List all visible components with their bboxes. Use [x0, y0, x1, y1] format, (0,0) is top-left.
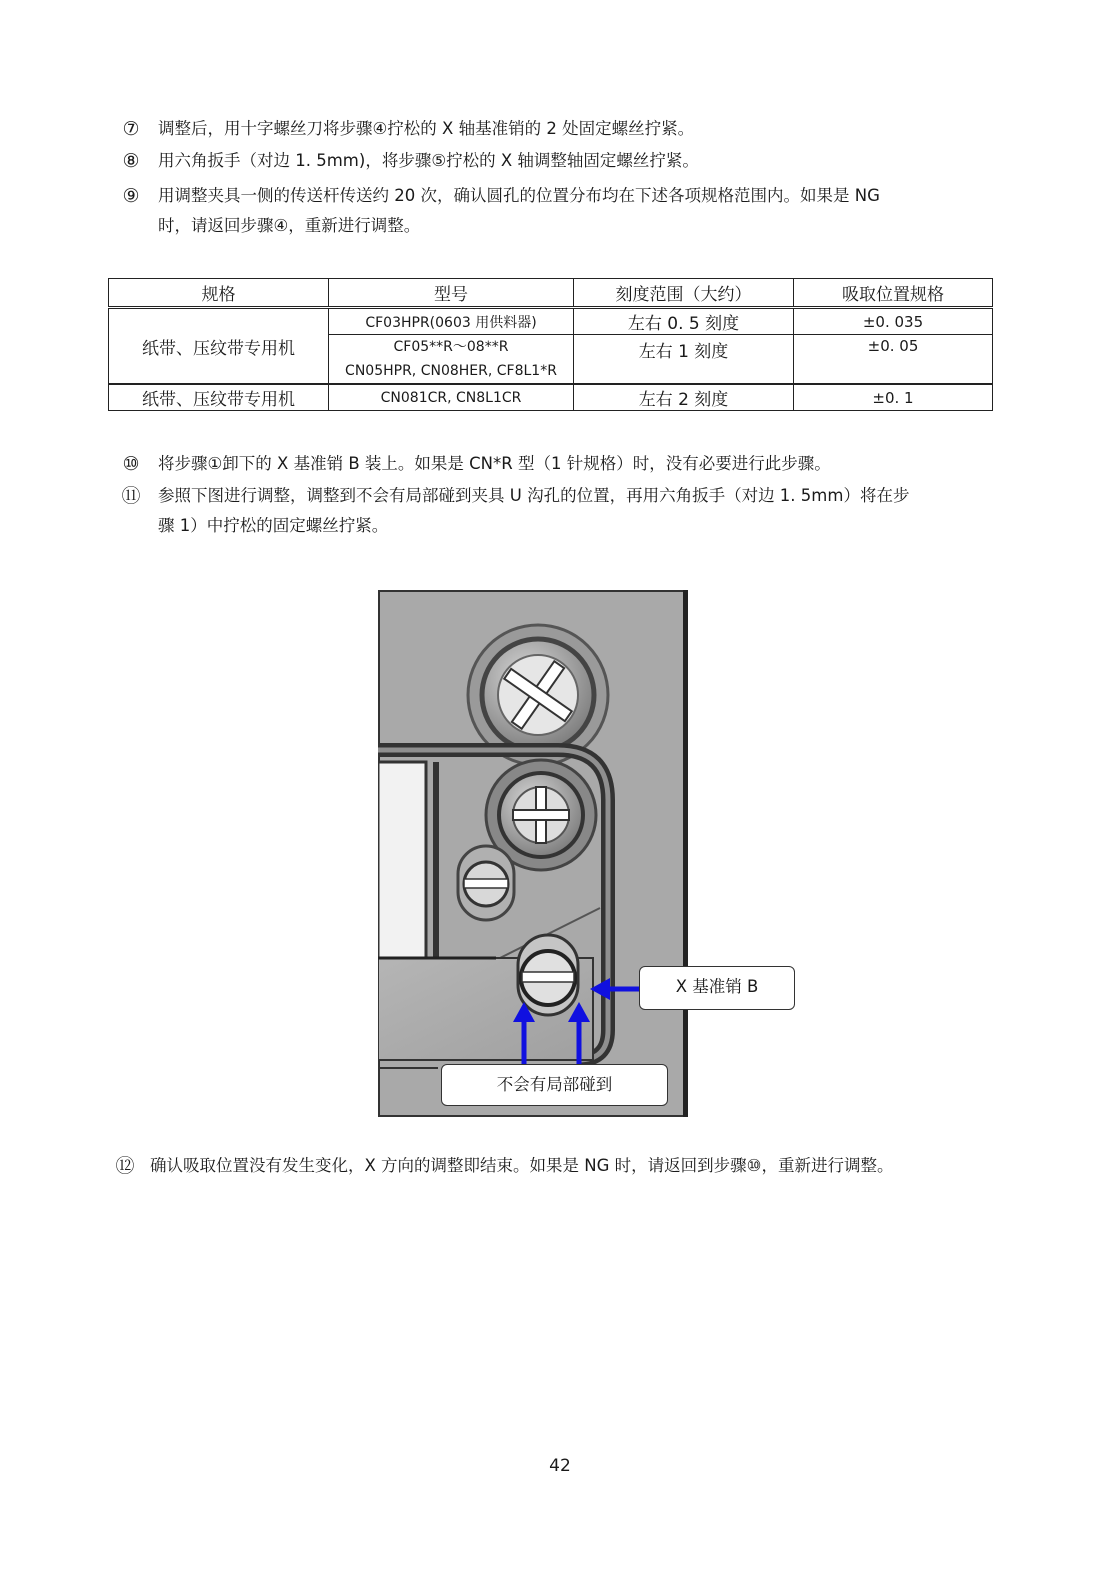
- model-cell: CF03HPR(0603 用供料器): [329, 308, 574, 335]
- page-number: 42: [549, 1456, 571, 1476]
- table-header-row: [109, 279, 993, 308]
- step-text-continued: 时，请返回步骤④，重新进行调整。: [158, 216, 421, 235]
- header-pickup-spec: 吸取位置规格: [794, 279, 993, 308]
- feeder-adjustment-figure: [378, 590, 688, 1117]
- range-cell: 左右 0. 5 刻度: [574, 308, 794, 335]
- step-12: [110, 1151, 1030, 1181]
- spec-cell: 纸带、压纹带专用机: [109, 308, 329, 385]
- reference-pin-b-icon: [518, 935, 578, 1015]
- step-text: 确认吸取位置没有发生变化，X 方向的调整即结束。如果是 NG 时，请返回到步骤⑩，重新进行调整。: [150, 1156, 894, 1175]
- tolerance-cell: ±0. 1: [794, 384, 993, 411]
- spec-table: [108, 278, 993, 411]
- step-number: ⑦: [122, 118, 140, 140]
- step-7: [116, 114, 1016, 144]
- model-line: CF05**R～08**R: [393, 339, 509, 355]
- table-row: [109, 308, 993, 335]
- step-11: [116, 481, 1016, 541]
- step-text: 将步骤①卸下的 X 基准销 B 装上。如果是 CN*R 型（1 针规格）时，没有必要进行此步骤。: [158, 454, 831, 473]
- range-cell: 左右 1 刻度: [574, 335, 794, 385]
- header-model: 型号: [329, 279, 574, 308]
- callout-no-contact: 不会有局部碰到: [441, 1064, 668, 1106]
- step-text-continued: 骤 1）中拧松的固定螺丝拧紧。: [158, 516, 389, 535]
- range-cell: 左右 2 刻度: [574, 384, 794, 411]
- model-line: CN05HPR, CN08HER, CF8L1*R: [345, 363, 557, 379]
- step-number: ⑨: [122, 185, 140, 207]
- slotted-screw-icon: [458, 846, 514, 920]
- window-opening: [378, 762, 426, 962]
- model-cell: [329, 335, 574, 385]
- step-text: 调整后，用十字螺丝刀将步骤④拧松的 X 轴基准销的 2 处固定螺丝拧紧。: [158, 119, 695, 138]
- header-spec: 规格: [109, 279, 329, 308]
- step-text: 用调整夹具一侧的传送杆传送约 20 次，确认圆孔的位置分布均在下述各项规格范围内。如果是 NG: [158, 186, 880, 205]
- step-text: 参照下图进行调整，调整到不会有局部碰到夹具 U 沟孔的位置，再用六角扳手（对边 1. 5mm）将在步: [158, 486, 910, 505]
- step-text: 用六角扳手（对边 1. 5mm)，将步骤⑤拧松的 X 轴调整轴固定螺丝拧紧。: [158, 151, 699, 170]
- step-number: ⑫: [115, 1155, 135, 1177]
- step-number: ⑧: [122, 150, 140, 172]
- callout-reference-pin: X 基准销 B: [639, 966, 795, 1010]
- figure-right-edge: [683, 590, 688, 1117]
- table-row: [109, 384, 993, 411]
- tolerance-cell: ±0. 035: [794, 308, 993, 335]
- step-9: [116, 181, 1016, 241]
- spec-cell: 纸带、压纹带专用机: [109, 384, 329, 411]
- step-number: ⑩: [122, 453, 140, 475]
- step-10: [116, 449, 1016, 479]
- header-scale-range: 刻度范围（大约）: [574, 279, 794, 308]
- tolerance-cell: ±0. 05: [794, 335, 993, 385]
- step-number: ⑪: [121, 485, 141, 507]
- step-8: [116, 146, 1016, 176]
- model-cell: CN081CR, CN8L1CR: [329, 384, 574, 411]
